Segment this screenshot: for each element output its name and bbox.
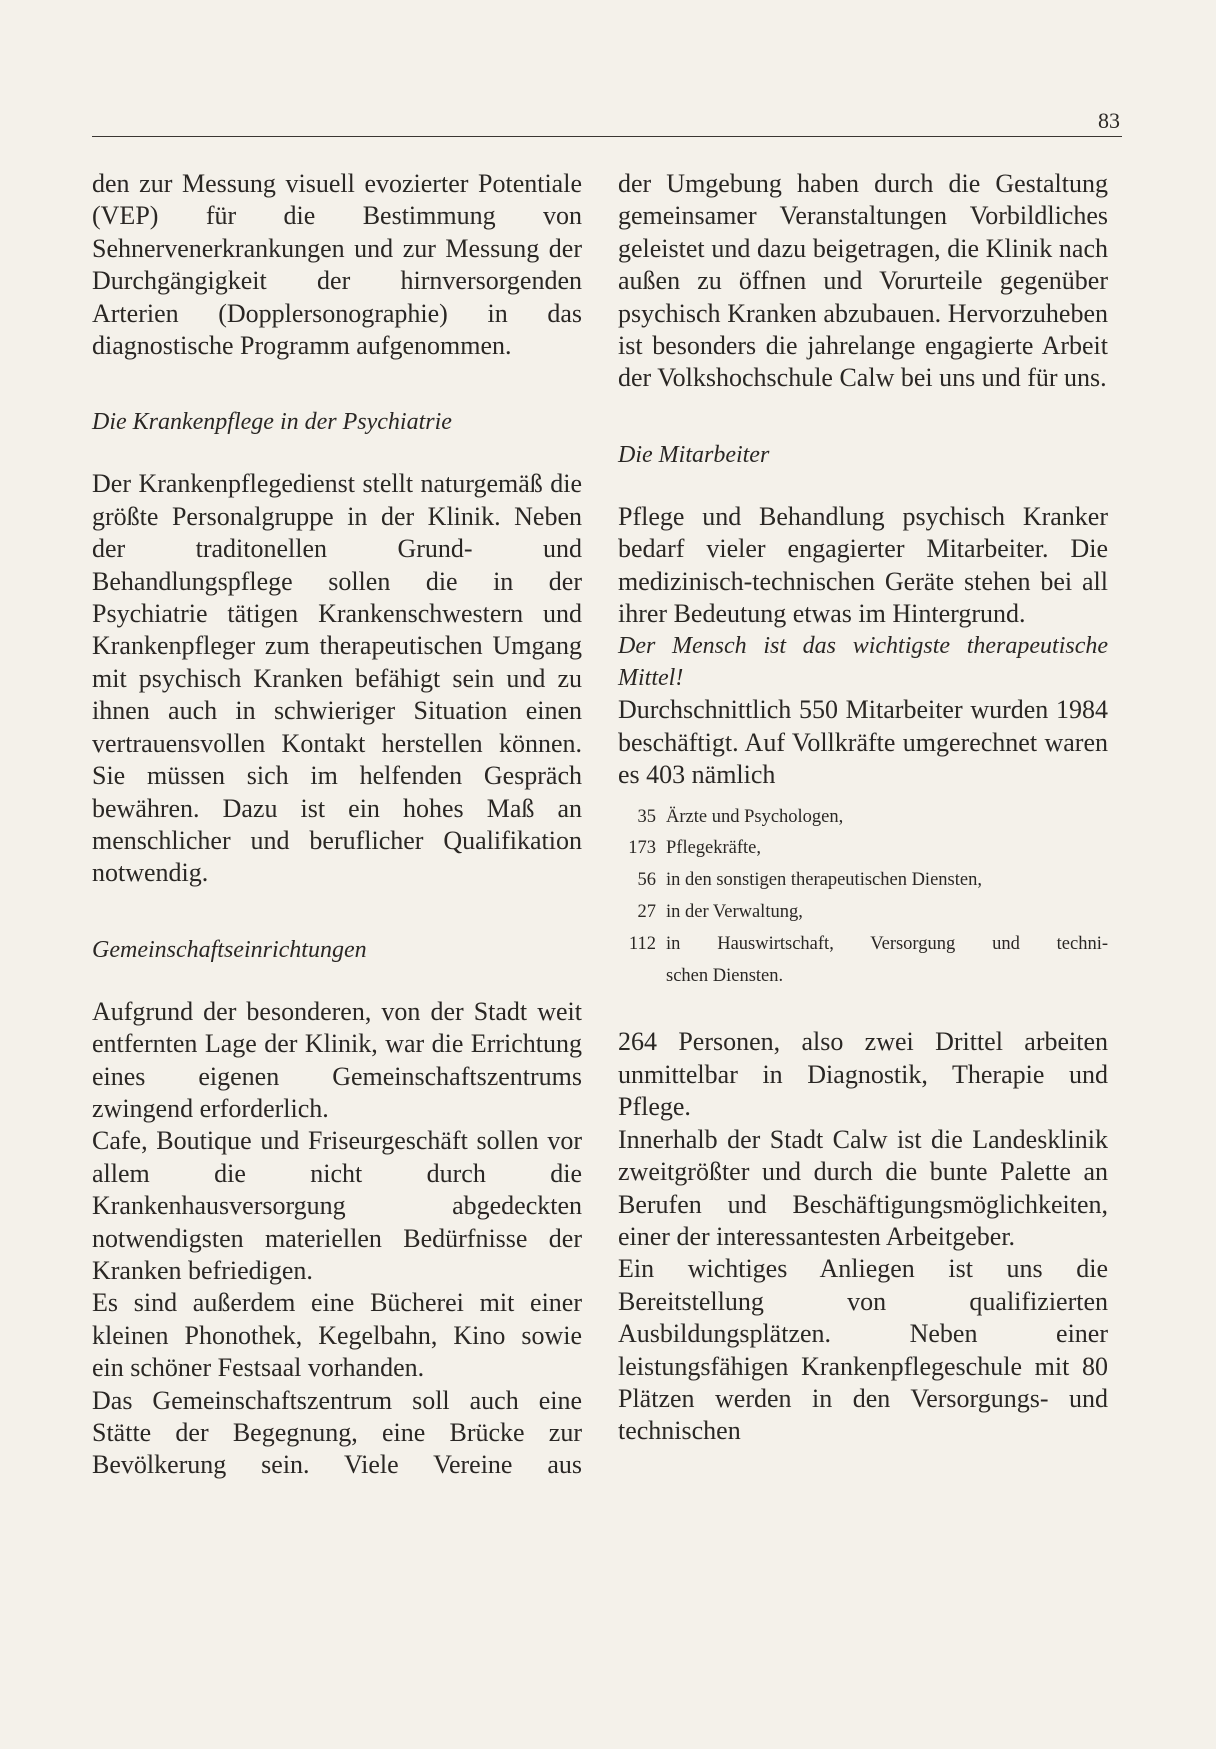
facilities-paragraph: Cafe, Boutique und Friseurgeschäft sollen vor allem die nicht durch die Krankenhausversorgung abgedeckten notwendigsten materiellen Bedürfnisse der Kranken befriedigen.: [92, 1126, 582, 1285]
staff-count: 35: [637, 806, 656, 827]
staff-paragraph: 264 Personen, also zwei Drittel arbeiten unmittelbar in Diagnostik, Therapie und Pflege.: [618, 1027, 1108, 1122]
section-heading-nursing: Die Krankenpflege in der Psychiatrie: [92, 409, 452, 436]
staff-motto: Der Mensch ist das wichtigste therapeutische Mittel!: [618, 633, 1108, 692]
staff-count: 173: [628, 838, 656, 859]
section-heading-staff: Die Mitarbeiter: [618, 441, 770, 468]
nursing-paragraph: Der Krankenpflegedienst stellt naturgemäß die größte Personalgruppe in der Klinik. Neben der traditonellen Grund- und Behandlungspflege sollen die in der Psychiatrie tätigen Krankenschwestern und Krankenpfleger zum therapeutischen Umgang mit psychisch Kranken befähigt sein und zu ihnen auch in schwieriger Situation einen vertrauensvollen Kontakt herstellen können. Sie müssen sich im helfenden Gespräch bewähren. Dazu ist ein hohes Maß an menschlicher und beruflicher Qualifikation notwendig.: [92, 469, 582, 888]
header-rule: [92, 136, 1122, 137]
page-number: 83: [1098, 108, 1120, 133]
facilities-paragraph: Aufgrund der besonderen, von der Stadt weit entfernten Lage der Klinik, war die Errichtung eines eigenen Gemeinschaftszentrums zwingend erforderlich.: [92, 996, 582, 1123]
continuation-paragraph: der Umgebung haben durch die Gestaltung gemeinsamer Veranstaltungen Vorbildliches geleistet und dazu beigetragen, die Klinik nach außen zu öffnen und Vorurteile gegenüber psychisch Kranken abzubauen. Hervorzuheben ist besonders die jahrelange engagierte Arbeit der Volkshochschule Calw bei uns und für uns.: [618, 169, 1108, 393]
staff-category: Ärzte und Psychologen,: [666, 806, 844, 827]
staff-category: in der Verwaltung,: [666, 902, 803, 923]
intro-paragraph: den zur Messung visuell evozierter Potentiale (VEP) für die Bestimmung von Sehnervenerkrankungen und zur Messung der Durchgängigkeit der hirnversorgenden Arterien (Dopplersonographie) in das diagnostische Programm aufgenommen.: [92, 169, 582, 361]
facilities-paragraph: Es sind außerdem eine Bücherei mit einer kleinen Phonothek, Kegelbahn, Kino sowie ein schöner Festsaal vorhanden.: [92, 1288, 582, 1383]
left-column: [92, 168, 582, 1482]
section-heading-facilities: Gemeinschaftseinrichtungen: [92, 936, 367, 963]
list-item: [618, 833, 1108, 865]
facilities-paragraph: Das Gemeinschaftszentrum soll auch eine Stätte der Begegnung, eine Brücke zur Bevölkerung sein. Viele Vereine aus: [92, 1385, 582, 1480]
staff-category: in Hauswirtschaft, Versorgung und techni-: [666, 933, 1108, 954]
staff-paragraph: Pflege und Behandlung psychisch Kranker bedarf vieler engagierter Mitarbeiter. Die medizinisch-technischen Geräte stehen bei all ihrer Bedeutung etwas im Hintergrund.: [618, 501, 1108, 629]
staff-count: 112: [628, 933, 656, 954]
staff-paragraph: Ein wichtiges Anliegen ist uns die Bereitstellung von qualifizierten Ausbildungsplätzen. Neben einer leistungsfähigen Krankenpflegeschule mit 80 Plätzen werden in den Versorgungs- und technischen: [618, 1254, 1108, 1446]
staff-paragraph: Innerhalb der Stadt Calw ist die Landesklinik zweitgrößter und durch die bunte Palette an Berufen und Beschäftigungsmöglichkeiten, einer der interessantesten Arbeitgeber.: [618, 1124, 1108, 1251]
staff-category-continuation: schen Diensten.: [666, 965, 784, 986]
staff-paragraph: Durchschnittlich 550 Mitarbeiter wurden 1984 beschäftigt. Auf Vollkräfte umgerechnet waren es 403 nämlich: [618, 695, 1108, 790]
staff-category: Pflegekräfte,: [666, 838, 762, 859]
list-item: [618, 802, 1108, 834]
staff-breakdown-list: [618, 802, 1108, 993]
list-item: [618, 865, 1108, 897]
staff-count: 56: [637, 870, 656, 891]
staff-category: in den sonstigen therapeutischen Diensten,: [666, 870, 982, 891]
staff-count: 27: [637, 902, 656, 923]
list-item: [618, 929, 1108, 961]
right-column: [618, 168, 1108, 1448]
list-item: [618, 897, 1108, 929]
list-item: [618, 961, 1108, 993]
